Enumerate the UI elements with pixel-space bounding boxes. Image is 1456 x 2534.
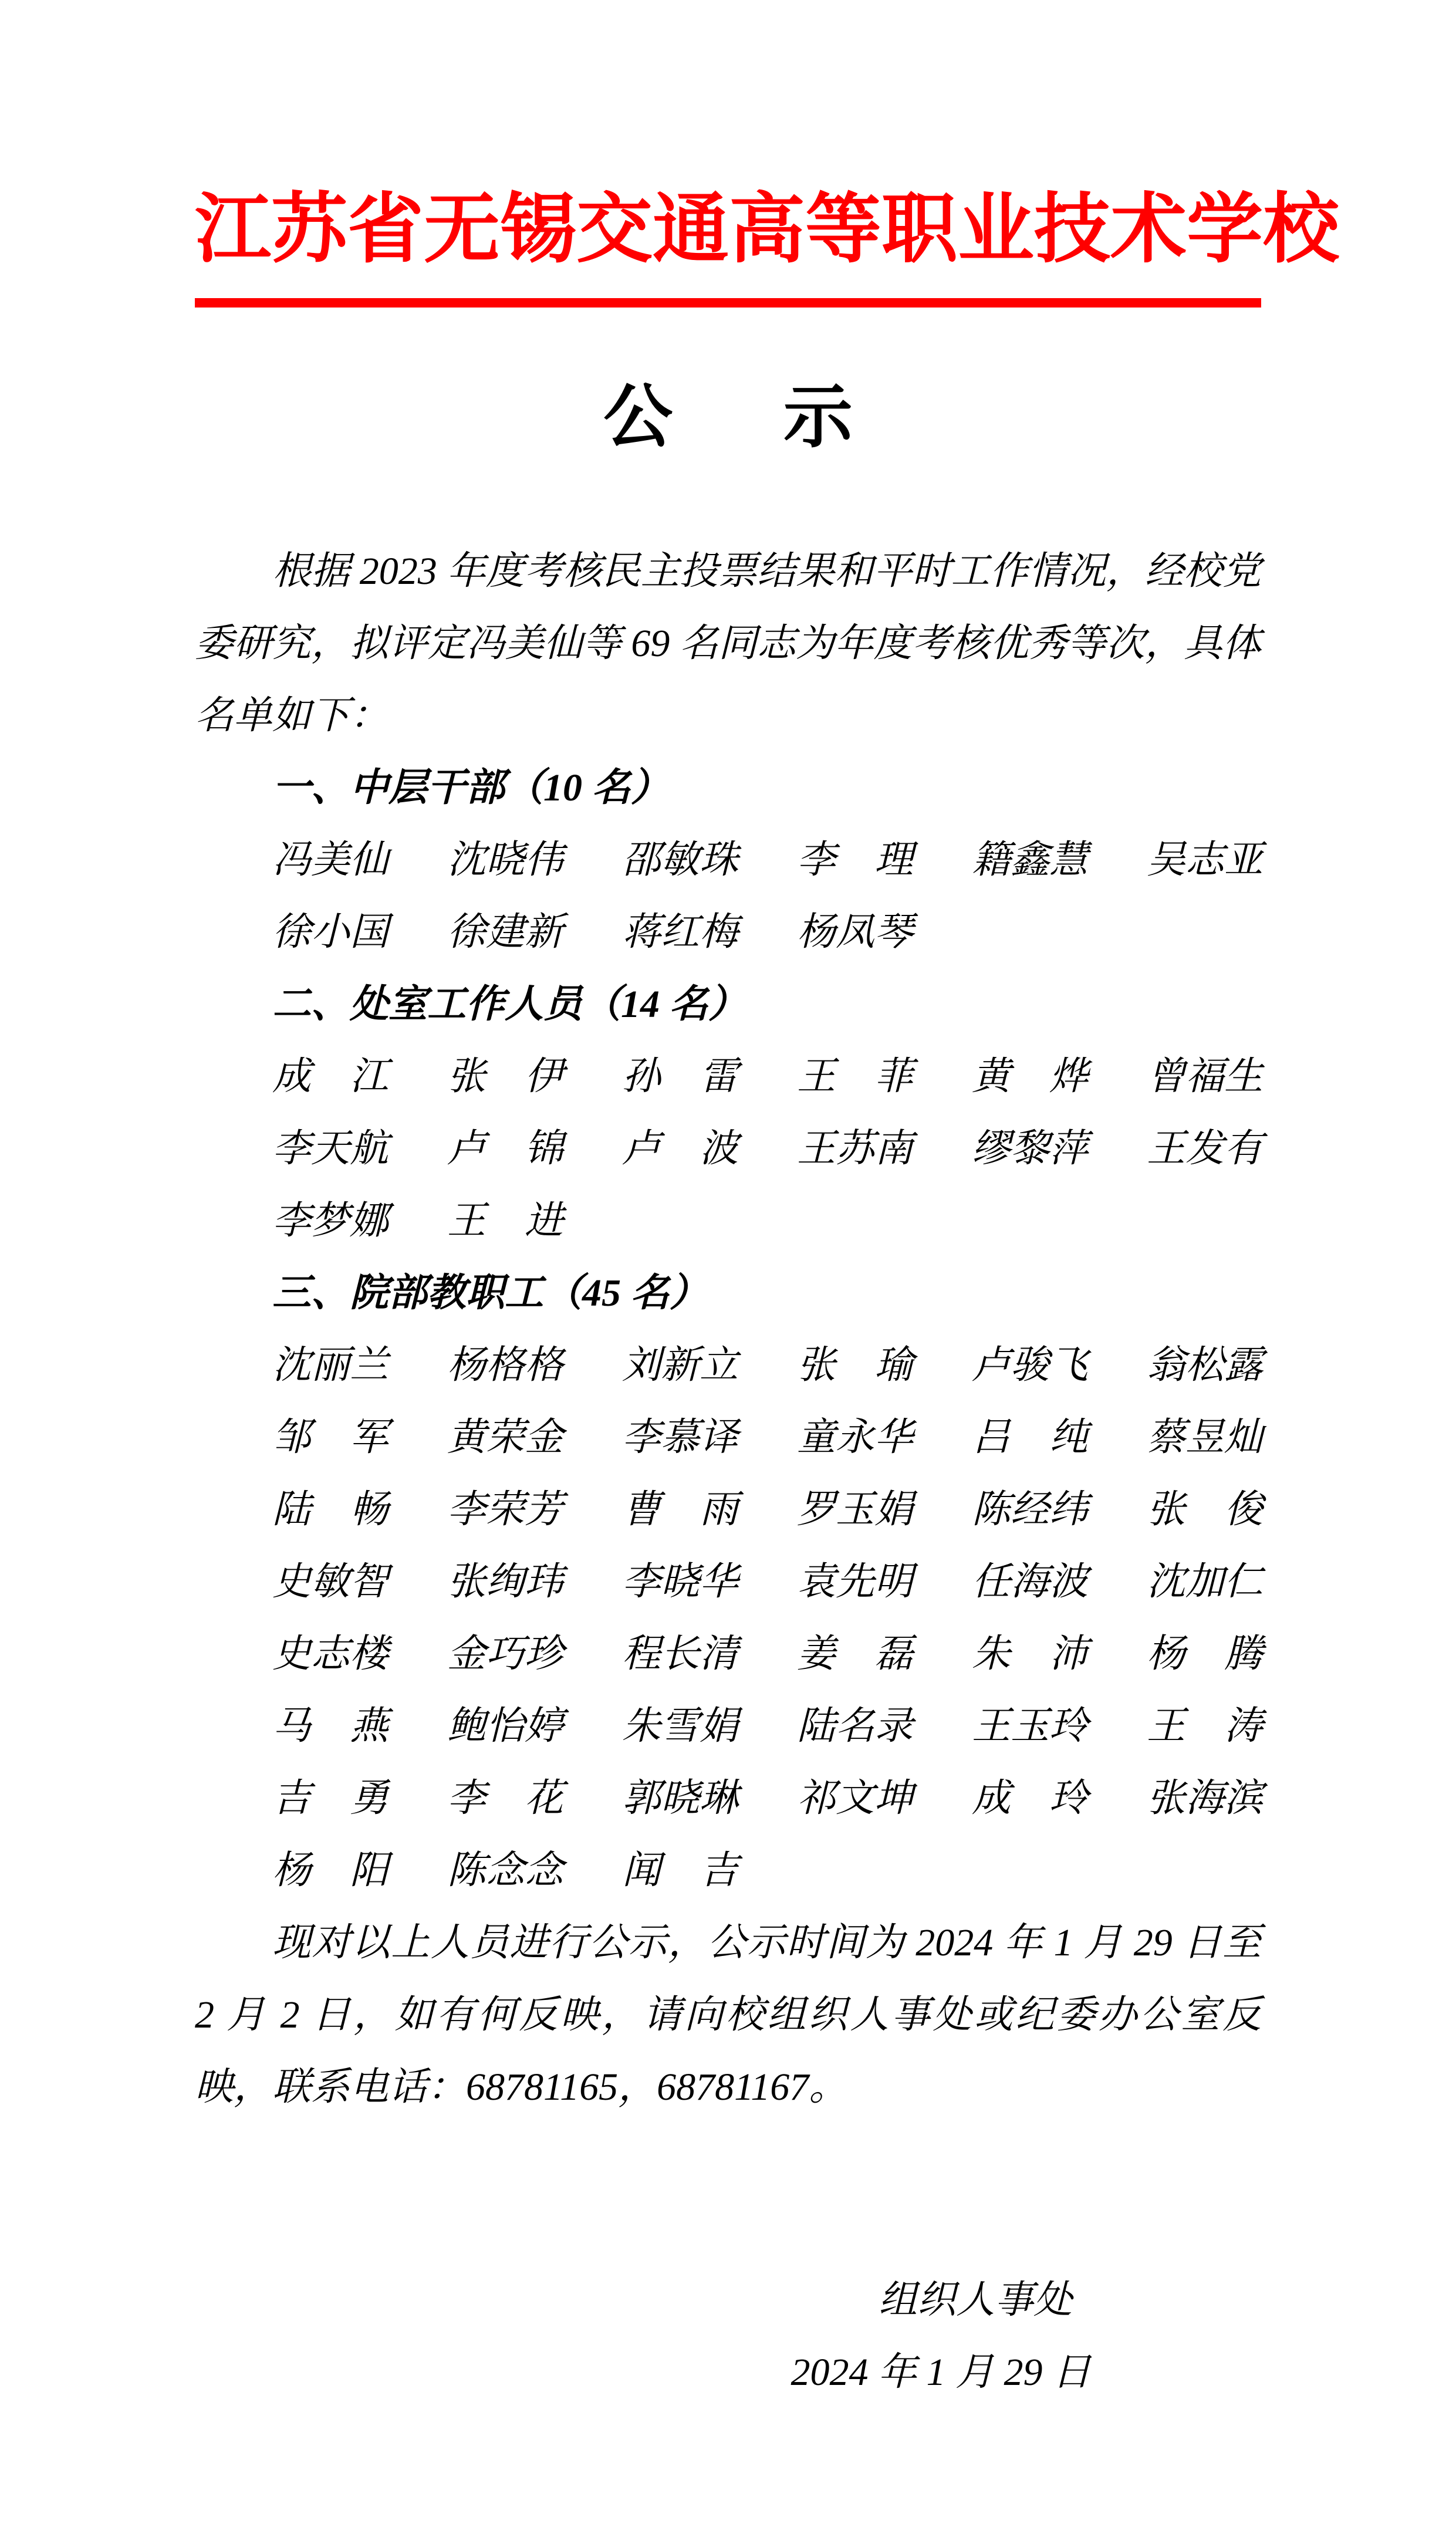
person-name: 王 菲 [797, 1055, 913, 1098]
sections-container [195, 752, 1261, 1907]
person-name: 史敏智 [272, 1560, 389, 1603]
person-name: 曹 雨 [622, 1488, 738, 1531]
person-name: 卢 锦 [447, 1127, 563, 1170]
person-name: 蒋红梅 [622, 911, 738, 954]
person-name: 杨格格 [447, 1344, 563, 1387]
person-name: 卢 波 [622, 1127, 738, 1170]
person-name: 李荣芳 [447, 1488, 563, 1531]
name-row [272, 1040, 1261, 1113]
person-name: 徐建新 [447, 911, 563, 954]
person-name: 王 进 [447, 1200, 563, 1242]
person-name: 姜 磊 [797, 1633, 913, 1675]
person-name: 刘新立 [622, 1344, 738, 1387]
person-name: 朱雪娟 [622, 1705, 738, 1748]
person-name: 黄 烨 [972, 1055, 1088, 1098]
name-row [272, 1474, 1261, 1546]
signature-date: 2024 年 1 月 29 日 [791, 2351, 1091, 2394]
person-name: 缪黎萍 [972, 1127, 1088, 1170]
name-row [272, 1762, 1261, 1834]
person-name: 任海波 [972, 1560, 1088, 1603]
signature-block [195, 2264, 1261, 2408]
person-name: 吕 纯 [972, 1416, 1088, 1459]
person-name: 王发有 [1147, 1127, 1263, 1170]
person-name: 史志楼 [272, 1633, 389, 1675]
person-name: 沈丽兰 [272, 1344, 389, 1387]
person-name: 杨 腾 [1147, 1633, 1263, 1675]
person-name: 邹 军 [272, 1416, 389, 1459]
person-name: 鲍怡婷 [447, 1705, 563, 1748]
person-name: 翁松露 [1147, 1344, 1263, 1387]
name-row [272, 824, 1261, 896]
person-name: 李梦娜 [272, 1200, 389, 1242]
person-name: 陈经纬 [972, 1488, 1088, 1531]
name-row [272, 1834, 1261, 1907]
person-name: 陆名录 [797, 1705, 913, 1748]
person-name: 马 燕 [272, 1705, 389, 1748]
person-name: 陈念念 [447, 1849, 563, 1892]
person-name: 沈加仁 [1147, 1560, 1263, 1603]
name-row [272, 1618, 1261, 1690]
person-name: 籍鑫慧 [972, 839, 1088, 881]
name-row [272, 1690, 1261, 1762]
person-name: 王玉玲 [972, 1705, 1088, 1748]
name-row [272, 1401, 1261, 1474]
person-name: 王苏南 [797, 1127, 913, 1170]
name-row [272, 1113, 1261, 1185]
person-name: 王 涛 [1147, 1705, 1263, 1748]
person-name: 郭晓琳 [622, 1777, 738, 1820]
person-name: 吉 勇 [272, 1777, 389, 1820]
person-name: 袁先明 [797, 1560, 913, 1603]
person-name: 张 伊 [447, 1055, 563, 1098]
person-name: 黄荣金 [447, 1416, 563, 1459]
name-row [272, 896, 1261, 968]
person-name: 童永华 [797, 1416, 913, 1459]
person-name: 卢骏飞 [972, 1344, 1088, 1387]
closing-paragraph: 现对以上人员进行公示，公示时间为 2024 年 1 月 29 日至 2 月 2 日，如有何反映，请向校组织人事处或纪委办公室反映，联系电话：68781165，68781167。 [195, 1921, 1261, 2109]
person-name: 吴志亚 [1147, 839, 1263, 881]
name-row [272, 1185, 1261, 1257]
person-name: 徐小国 [272, 911, 389, 954]
person-name: 杨 阳 [272, 1849, 389, 1892]
person-name: 李 花 [447, 1777, 563, 1820]
section [195, 1257, 1261, 1907]
section-heading: 一、中层干部（10 名） [272, 766, 670, 809]
school-name-header: 江苏省无锡交通高等职业技术学校 [195, 188, 1340, 272]
person-name: 李慕译 [622, 1416, 738, 1459]
person-name: 朱 沛 [972, 1633, 1088, 1675]
person-name: 程长清 [622, 1633, 738, 1675]
person-name: 张 俊 [1147, 1488, 1263, 1531]
person-name: 沈晓伟 [447, 839, 563, 881]
person-name: 张绚玮 [447, 1560, 563, 1603]
person-name: 金巧珍 [447, 1633, 563, 1675]
person-name: 张 瑜 [797, 1344, 913, 1387]
person-name: 孙 雷 [622, 1055, 738, 1098]
person-name: 成 江 [272, 1055, 389, 1098]
person-name: 祁文坤 [797, 1777, 913, 1820]
person-name: 杨凤琴 [797, 911, 913, 954]
person-name: 张海滨 [1147, 1777, 1263, 1820]
person-name: 李 理 [797, 839, 913, 881]
person-name: 罗玉娟 [797, 1488, 913, 1531]
person-name: 冯美仙 [272, 839, 389, 881]
name-row [272, 1546, 1261, 1618]
person-name: 李天航 [272, 1127, 389, 1170]
person-name: 曾福生 [1147, 1055, 1263, 1098]
name-row [272, 1329, 1261, 1401]
person-name: 闻 吉 [622, 1849, 738, 1892]
header-divider-rule [195, 298, 1261, 308]
person-name: 蔡昱灿 [1147, 1416, 1263, 1459]
notice-title: 公示 [603, 379, 964, 456]
section-heading: 三、院部教职工（45 名） [272, 1272, 708, 1315]
person-name: 成 玲 [972, 1777, 1088, 1820]
section [195, 968, 1261, 1257]
intro-paragraph: 根据 2023 年度考核民主投票结果和平时工作情况，经校党委研究，拟评定冯美仙等 69 名同志为年度考核优秀等次，具体名单如下： [195, 550, 1261, 737]
section [195, 752, 1261, 968]
person-name: 李晓华 [622, 1560, 738, 1603]
person-name: 陆 畅 [272, 1488, 389, 1531]
section-heading: 二、处室工作人员（14 名） [272, 983, 747, 1026]
signature-department: 组织人事处 [879, 2279, 1072, 2322]
person-name: 邵敏珠 [622, 839, 738, 881]
